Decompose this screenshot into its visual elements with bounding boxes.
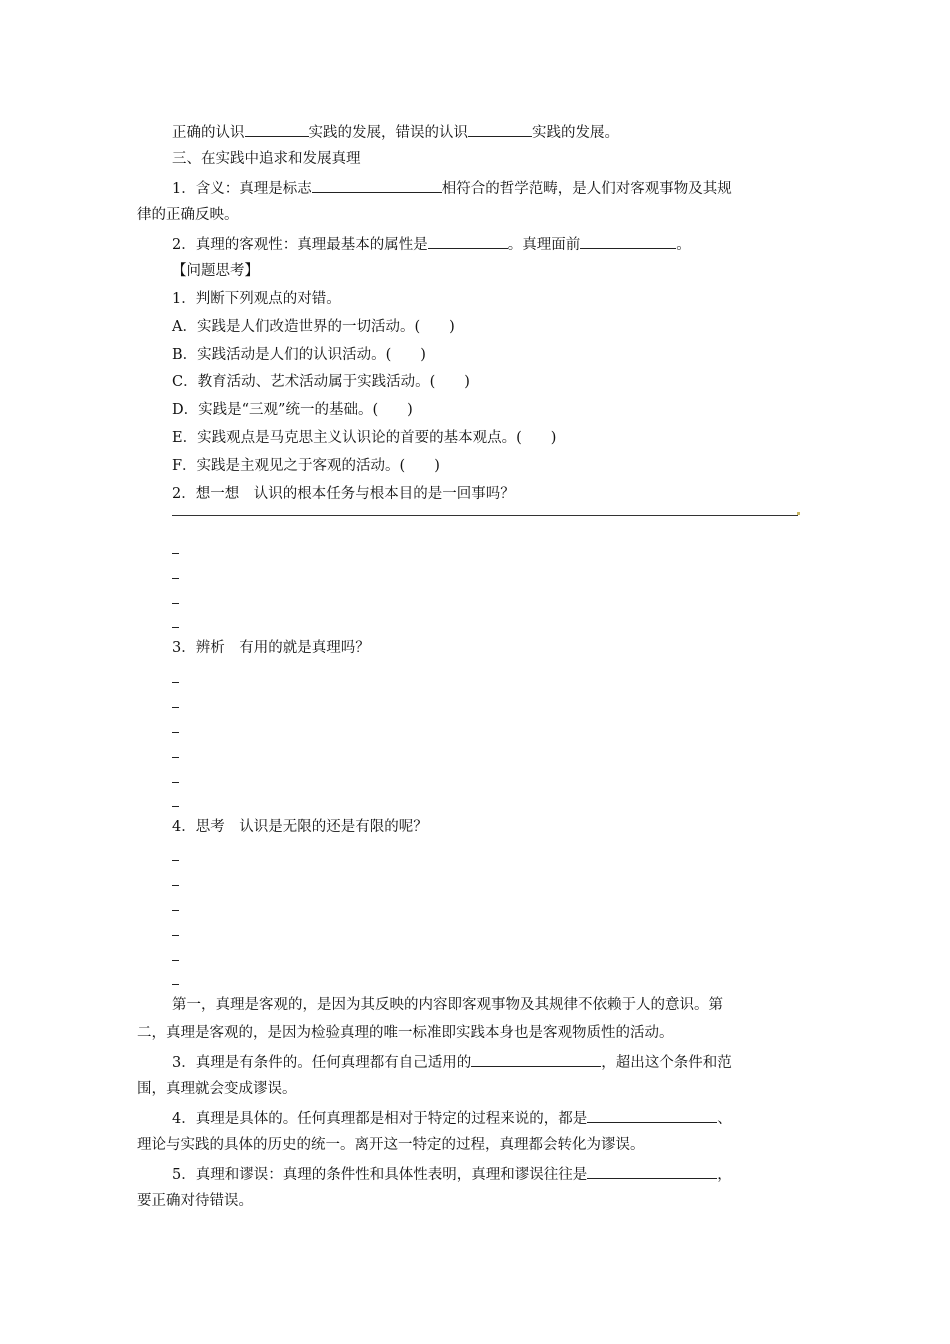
answer-line[interactable] [172, 757, 179, 758]
text-line: 要正确对待错误。 [137, 1193, 253, 1209]
fill-blank[interactable] [580, 233, 676, 249]
answer-line[interactable] [172, 885, 179, 886]
text-line: 律的正确反映。 [137, 207, 239, 223]
text-segment: 。真理面前 [507, 237, 581, 253]
fill-blank[interactable] [468, 121, 532, 137]
answer-line[interactable] [172, 806, 179, 807]
answer-line[interactable] [172, 860, 179, 861]
text-segment: 。 [676, 237, 691, 253]
text-segment: 实践的发展，错误的认识 [308, 125, 468, 141]
fill-blank[interactable] [471, 1051, 601, 1067]
question-item: F．实践是主观见之于客观的活动。( ) [172, 458, 440, 474]
fill-blank[interactable] [587, 1107, 717, 1123]
question-title: 3．辨析 有用的就是真理吗？ [172, 640, 370, 656]
text-segment: 4．真理是具体的。任何真理都是相对于特定的过程来说的，都是 [172, 1111, 588, 1127]
text-line [172, 1163, 732, 1185]
text-segment: 1．含义：真理是标志 [172, 181, 312, 197]
text-segment: 正确的认识 [172, 125, 245, 141]
text-line [172, 177, 732, 199]
section-heading: 【问题思考】 [172, 263, 259, 279]
question-item: D．实践是“三观”统一的基础。( ) [172, 402, 413, 418]
text-segment: 3．真理是有条件的。任何真理都有自己适用的 [172, 1055, 472, 1071]
fill-blank[interactable] [428, 233, 508, 249]
answer-rule [172, 515, 798, 516]
text-segment: 5．真理和谬误：真理的条件性和具体性表明，真理和谬误往往是 [172, 1167, 588, 1183]
answer-line[interactable] [172, 984, 179, 985]
rule-end-mark [797, 512, 800, 515]
question-title: 4．思考 认识是无限的还是有限的呢？ [172, 819, 428, 835]
text-segment: 相符合的哲学范畴，是人们对客观事物及其规 [441, 181, 732, 197]
fill-blank[interactable] [587, 1163, 717, 1179]
answer-line[interactable] [172, 960, 179, 961]
answer-line[interactable] [172, 603, 179, 604]
answer-line[interactable] [172, 910, 179, 911]
text-line: 第一，真理是客观的，是因为其反映的内容即客观事物及其规律不依赖于人的意识。第 [172, 997, 723, 1013]
text-segment: 2．真理的客观性：真理最基本的属性是 [172, 237, 428, 253]
question-item: A．实践是人们改造世界的一切活动。( ) [172, 319, 455, 335]
answer-line[interactable] [172, 707, 179, 708]
text-segment: ，超出这个条件和范 [601, 1055, 732, 1071]
question-title: 2．想一想 认识的根本任务与根本目的是一回事吗？ [172, 486, 515, 502]
question-item: C．教育活动、艺术活动属于实践活动。( ) [172, 374, 470, 390]
text-segment: ， [717, 1167, 732, 1183]
text-line: 理论与实践的具体的历史的统一。离开这一特定的过程，真理都会转化为谬误。 [137, 1137, 645, 1153]
section-heading: 三、在实践中追求和发展真理 [172, 151, 361, 167]
text-line: 二，真理是客观的，是因为检验真理的唯一标准即实践本身也是客观物质性的活动。 [137, 1025, 674, 1041]
answer-line[interactable] [172, 732, 179, 733]
text-line [172, 233, 691, 255]
text-line [172, 1107, 732, 1129]
answer-line[interactable] [172, 682, 179, 683]
question-item: E．实践观点是马克思主义认识论的首要的基本观点。( ) [172, 430, 557, 446]
answer-line[interactable] [172, 553, 179, 554]
answer-line[interactable] [172, 935, 179, 936]
fill-blank[interactable] [245, 121, 309, 137]
answer-line[interactable] [172, 578, 179, 579]
answer-line[interactable] [172, 782, 179, 783]
text-line: 围，真理就会变成谬误。 [137, 1081, 297, 1097]
text-line [172, 121, 619, 143]
answer-line[interactable] [172, 627, 179, 628]
question-item: B．实践活动是人们的认识活动。( ) [172, 347, 426, 363]
fill-blank[interactable] [312, 177, 442, 193]
text-line [172, 1051, 732, 1073]
text-segment: 、 [717, 1111, 732, 1127]
question-title: 1．判断下列观点的对错。 [172, 291, 341, 307]
text-segment: 实践的发展。 [532, 125, 619, 141]
